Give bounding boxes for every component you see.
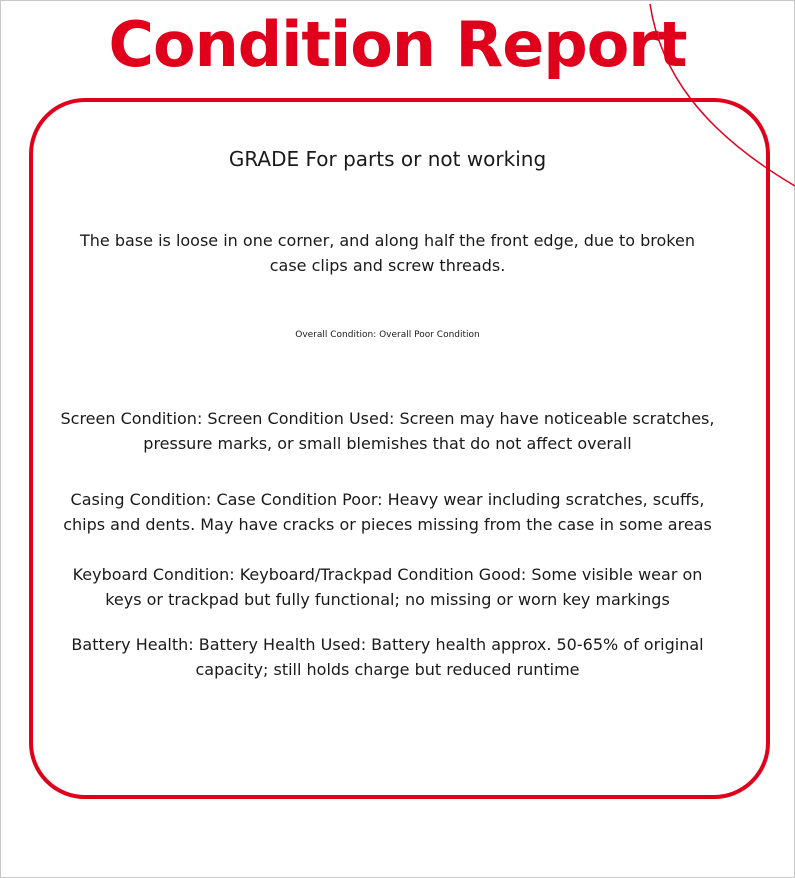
screen-condition: Screen Condition: Screen Condition Used: Screen may have noticeable scratches, pressure marks, or small blemishes that do not affect overall — [60, 409, 715, 453]
grade-heading: GRADE For parts or not working — [228, 147, 547, 171]
keyboard-condition: Keyboard Condition: Keyboard/Trackpad Condition Good: Some visible wear on keys or trackpad but fully functional; no missing or worn key markings — [72, 565, 703, 609]
condition-description: The base is loose in one corner, and along half the front edge, due to broken case clips and screw threads. — [80, 231, 695, 275]
overall-condition: Overall Condition: Overall Poor Condition — [295, 330, 480, 340]
report-title: Condition Report — [108, 8, 687, 81]
battery-health: Battery Health: Battery Health Used: Battery health approx. 50-65% of original capacity; still holds charge but reduced runtime — [71, 635, 704, 679]
casing-condition: Casing Condition: Case Condition Poor: Heavy wear including scratches, scuffs, chips and dents. May have cracks or pieces missing from the case in some areas — [63, 490, 712, 534]
